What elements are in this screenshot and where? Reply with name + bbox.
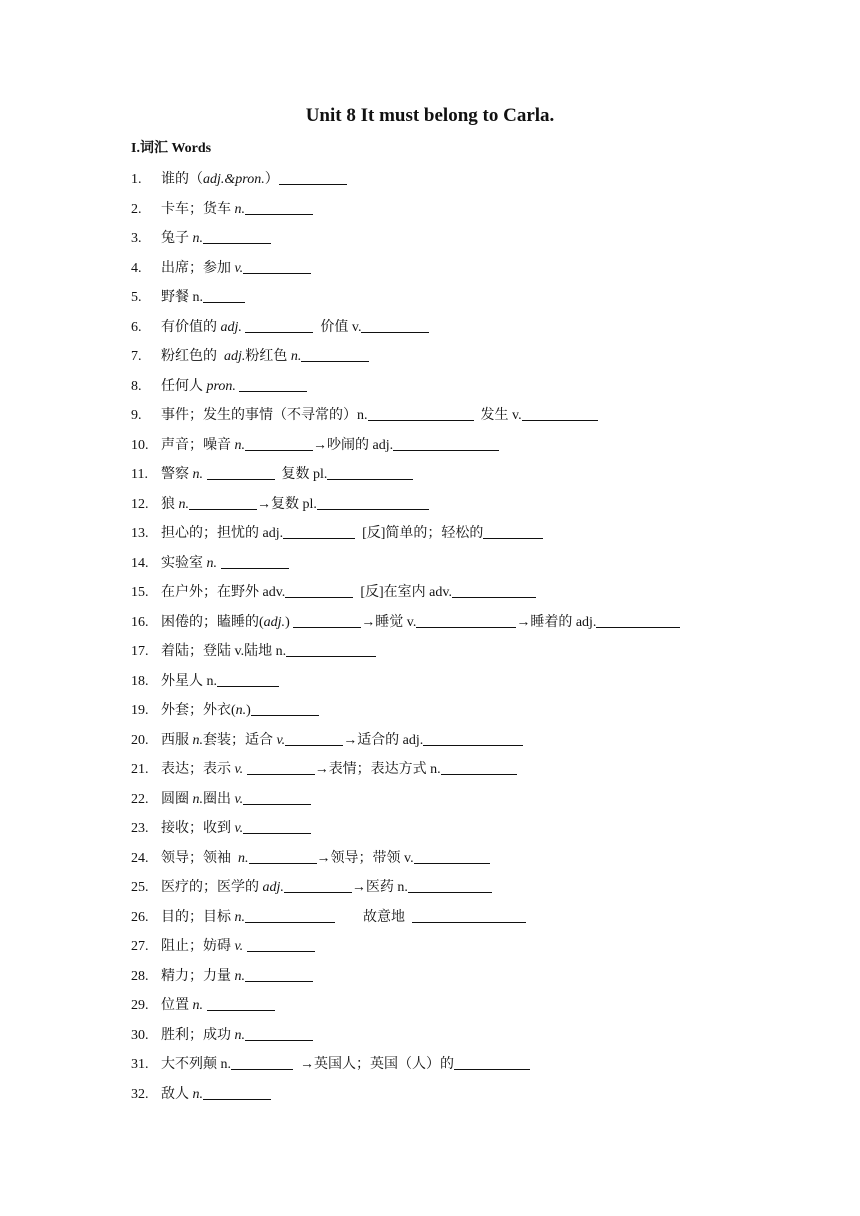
item-number: 10. [131,437,149,453]
item-text: 野餐 n. [161,290,203,305]
item-number: 7. [131,349,142,364]
part-of-speech: n. [234,1027,245,1043]
part-of-speech: n. [206,555,217,571]
item-text: 外套；外衣( [161,703,236,718]
item-text: 阻止；妨碍 [161,939,235,954]
vocab-item [131,729,811,759]
answer-blank[interactable] [247,760,315,775]
vocab-item [131,522,811,552]
vocab-item [131,286,811,316]
item-text: →英国人；英国（人）的 [293,1057,454,1072]
vocab-item [131,168,811,198]
item-number: 2. [131,201,142,217]
item-text: 狼 [161,496,179,512]
answer-blank[interactable] [279,170,347,185]
item-number: 29. [131,998,149,1013]
vocab-item [131,1083,811,1113]
answer-blank[interactable] [249,849,317,864]
item-number: 22. [131,791,149,807]
item-number: 4. [131,260,142,276]
part-of-speech: n. [234,201,245,217]
answer-blank[interactable] [285,731,343,746]
answer-blank[interactable] [408,878,492,893]
item-text: 胜利；成功 [161,1027,235,1043]
item-text: ） [264,172,279,187]
answer-blank[interactable] [483,524,543,539]
item-text: 任何人 [161,378,207,394]
vocab-item [131,552,811,582]
item-text: 在户外；在野外 adv. [161,585,286,600]
vocab-item [131,581,811,611]
item-text: 精力；力量 [161,968,235,984]
part-of-speech: v. [234,821,244,836]
vocab-item [131,345,811,375]
item-number: 20. [131,732,149,748]
vocab-item [131,994,811,1024]
item-text: →医药 n. [351,880,408,895]
item-text: 大不列颠 n. [161,1057,231,1072]
item-text: 谁的（ [161,172,203,187]
item-text: 发生 v. [473,408,522,423]
item-number: 12. [131,496,149,512]
answer-blank[interactable] [207,465,275,480]
item-text: 位置 [161,998,193,1013]
answer-blank[interactable] [243,819,311,834]
item-text: 故意地 [335,909,412,925]
item-text: 兔子 [161,231,193,246]
item-text: 实验室 [161,555,207,571]
part-of-speech: adj. [263,614,286,630]
item-text: 价值 v. [313,319,362,335]
item-text: 西服 [161,732,193,748]
answer-blank[interactable] [368,406,474,421]
part-of-speech: v. [234,939,244,954]
answer-blank[interactable] [245,200,313,215]
vocabulary-list [131,168,811,1112]
answer-blank[interactable] [412,908,526,923]
part-of-speech: n. [235,703,247,718]
answer-blank[interactable] [327,465,413,480]
vocab-item [131,965,811,995]
item-text: 警察 [161,467,193,482]
item-number: 23. [131,821,149,836]
vocab-item [131,375,811,405]
page-title: Unit 8 It must belong to Carla. [305,105,555,126]
item-text: →复数 pl. [257,496,317,512]
answer-blank[interactable] [452,583,536,598]
item-number: 17. [131,644,149,659]
answer-blank[interactable] [247,937,315,952]
part-of-speech: n. [290,349,302,364]
answer-blank[interactable] [203,288,245,303]
part-of-speech: v. [276,732,286,748]
item-number: 6. [131,319,142,335]
item-text: 表达；表示 [161,762,235,777]
part-of-speech: n. [234,968,245,984]
item-number: 18. [131,673,149,689]
answer-blank[interactable] [416,613,516,628]
item-text: 套装；适合 [203,732,277,748]
answer-blank[interactable] [423,731,523,746]
item-text: 卡车；货车 [161,201,235,217]
answer-blank[interactable] [203,1085,271,1100]
vocab-item [131,817,811,847]
item-text: 事件；发生的事情（不寻常的）n. [161,408,368,423]
answer-blank[interactable] [245,967,313,982]
answer-blank[interactable] [293,613,361,628]
item-text: 复数 pl. [274,467,328,482]
answer-blank[interactable] [286,642,376,657]
item-text: ) [246,703,251,718]
part-of-speech: n. [234,437,245,453]
vocab-item [131,906,811,936]
item-text: 出席；参加 [161,260,235,276]
item-number: 5. [131,290,142,305]
item-text: 外星人 n. [161,673,217,689]
vocab-item [131,847,811,877]
item-text: ) [285,614,294,630]
item-number: 11. [131,467,148,482]
vocab-item [131,257,811,287]
answer-blank[interactable] [317,495,429,510]
answer-blank[interactable] [231,1055,293,1070]
item-text: 敌人 [161,1086,193,1102]
vocab-item [131,699,811,729]
item-text: 圆圈 [161,791,193,807]
item-number: 1. [131,172,142,187]
part-of-speech: adj. [262,880,284,895]
vocab-item [131,670,811,700]
vocab-item [131,227,811,257]
answer-blank[interactable] [203,229,271,244]
answer-blank[interactable] [596,613,680,628]
part-of-speech: n. [192,791,203,807]
vocab-item [131,493,811,523]
vocab-item [131,640,811,670]
part-of-speech: v. [234,260,244,276]
item-number: 14. [131,555,149,571]
vocab-item [131,1024,811,1054]
answer-blank[interactable] [283,524,355,539]
part-of-speech: n. [192,732,203,748]
item-number: 25. [131,880,149,895]
item-text: 粉红色 [245,349,291,364]
item-number: 8. [131,378,142,394]
item-text: →领导；带领 v. [316,850,414,866]
part-of-speech: adj.&pron. [203,172,265,187]
answer-blank[interactable] [245,436,313,451]
part-of-speech: v. [234,791,244,807]
part-of-speech: n. [234,909,245,925]
answer-blank[interactable] [245,318,313,333]
item-number: 30. [131,1027,149,1043]
answer-blank[interactable] [393,436,499,451]
answer-blank[interactable] [285,583,353,598]
item-number: 19. [131,703,149,718]
answer-blank[interactable] [243,790,311,805]
answer-blank[interactable] [361,318,429,333]
part-of-speech: pron. [206,378,236,394]
item-number: 3. [131,231,142,246]
item-text: 接收；收到 [161,821,235,836]
answer-blank[interactable] [284,878,352,893]
vocab-item [131,788,811,818]
item-text: 着陆；登陆 v.陆地 n. [161,644,287,659]
part-of-speech: n. [178,496,189,512]
vocab-item [131,434,811,464]
answer-blank[interactable] [221,554,289,569]
part-of-speech: adj. [220,319,242,335]
item-number: 32. [131,1086,149,1102]
item-number: 26. [131,909,149,925]
answer-blank[interactable] [454,1055,530,1070]
vocab-item [131,316,811,346]
vocab-item [131,463,811,493]
answer-blank[interactable] [207,996,275,1011]
answer-blank[interactable] [239,377,307,392]
item-number: 13. [131,526,149,541]
item-number: 15. [131,585,149,600]
item-number: 27. [131,939,149,954]
answer-blank[interactable] [414,849,490,864]
item-text: 医疗的；医学的 [161,880,263,895]
vocab-item [131,876,811,906]
item-number: 31. [131,1057,149,1072]
answer-blank[interactable] [301,347,369,362]
vocab-item [131,1053,811,1083]
part-of-speech: n. [192,1086,203,1102]
vocab-item [131,404,811,434]
part-of-speech: n. [238,850,249,866]
item-text: 目的；目标 [161,909,235,925]
item-number: 21. [131,762,149,777]
answer-blank[interactable] [441,760,517,775]
item-number: 24. [131,850,149,866]
answer-blank[interactable] [522,406,598,421]
item-text: 圈出 [203,791,235,807]
item-text: →表情；表达方式 n. [314,762,441,777]
item-number: 16. [131,614,149,630]
answer-blank[interactable] [251,701,319,716]
item-text: [反]在室内 adv. [353,585,452,600]
item-number: 9. [131,408,142,423]
part-of-speech: n. [192,998,203,1013]
section-heading: I.词汇 Words [131,141,212,156]
item-text: →睡觉 v. [361,614,417,630]
item-text: 粉红色的 [161,349,224,364]
item-text: 声音；噪音 [161,437,235,453]
answer-blank[interactable] [243,259,311,274]
part-of-speech: v. [234,762,244,777]
part-of-speech: n. [192,467,203,482]
item-text: →适合的 adj. [343,732,424,748]
part-of-speech: n. [192,231,203,246]
vocab-item [131,758,811,788]
item-text: [反]简单的；轻松的 [355,526,484,541]
item-text: →睡着的 adj. [516,614,597,630]
vocab-item [131,611,811,641]
item-text: 领导；领袖 [161,850,238,866]
item-text: 担心的；担忧的 adj. [161,526,284,541]
part-of-speech: adj. [224,349,246,364]
answer-blank[interactable] [189,495,257,510]
vocab-item [131,198,811,228]
item-number: 28. [131,968,149,984]
answer-blank[interactable] [245,1026,313,1041]
answer-blank[interactable] [245,908,335,923]
answer-blank[interactable] [217,672,279,687]
item-text: 有价值的 [161,319,221,335]
vocab-item [131,935,811,965]
item-text: →吵闹的 adj. [313,437,394,453]
item-text: 困倦的；瞌睡的( [161,614,264,630]
